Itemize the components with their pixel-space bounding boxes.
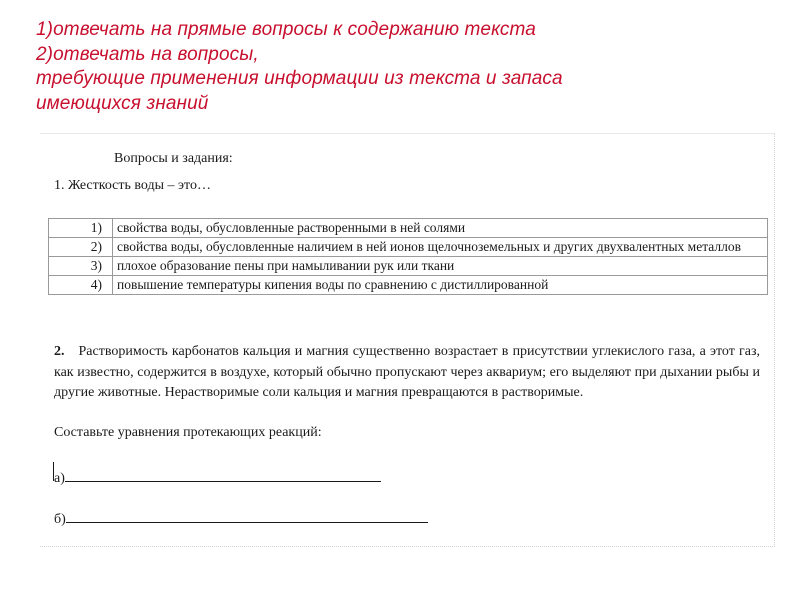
answer-b[interactable] [54, 509, 428, 528]
header-line-4: имеющихся знаний [36, 92, 209, 114]
option-number: 3) [49, 257, 113, 276]
question-2-text: Растворимость карбонатов кальция и магния существенно возрастает в присутствии углекислого газа, а этот газ, как известно, содержится в воздухе, который обычно пропускают через аквариум; его выделяют при дыхании рыбы и другие животные. Нерастворимые соли кальция и магния превращаются в растворимые. [54, 344, 760, 400]
table-row [49, 276, 768, 295]
options-table [48, 218, 768, 295]
table-row [49, 257, 768, 276]
table-row [49, 219, 768, 238]
option-text: плохое образование пены при намыливании рук или ткани [113, 257, 768, 276]
answer-a-line[interactable] [65, 468, 381, 482]
option-text: повышение температуры кипения воды по сравнению с дистиллированной [113, 276, 768, 295]
slide-header [36, 18, 776, 116]
header-line-2: 2)отвечать на вопросы, [36, 43, 259, 65]
answer-b-label: б) [54, 512, 66, 527]
document-title: Вопросы и задания: [114, 151, 233, 166]
document-scan [40, 133, 775, 547]
question-2-number: 2. [54, 344, 65, 359]
header-line-1: 1)отвечать на прямые вопросы к содержанию текста [36, 19, 536, 40]
option-number: 1) [49, 219, 113, 238]
option-number: 2) [49, 238, 113, 257]
option-number: 4) [49, 276, 113, 295]
table-row [49, 238, 768, 257]
answer-a[interactable] [54, 468, 381, 487]
option-text: свойства воды, обусловленные наличием в ней ионов щелочноземельных и других двухвалентных металлов [113, 238, 768, 257]
task-instruction: Составьте уравнения протекающих реакций: [54, 425, 322, 440]
question-1-text: . Жесткость воды – это… [61, 178, 211, 193]
question-2 [54, 342, 760, 404]
question-1-number: 1 [54, 178, 61, 193]
header-line-3: требующие применения информации из текста и запаса [36, 68, 563, 89]
question-1 [54, 178, 211, 194]
answer-a-label: а) [54, 471, 65, 486]
answer-b-line[interactable] [66, 509, 428, 523]
option-text: свойства воды, обусловленные растворенными в ней солями [113, 219, 768, 238]
